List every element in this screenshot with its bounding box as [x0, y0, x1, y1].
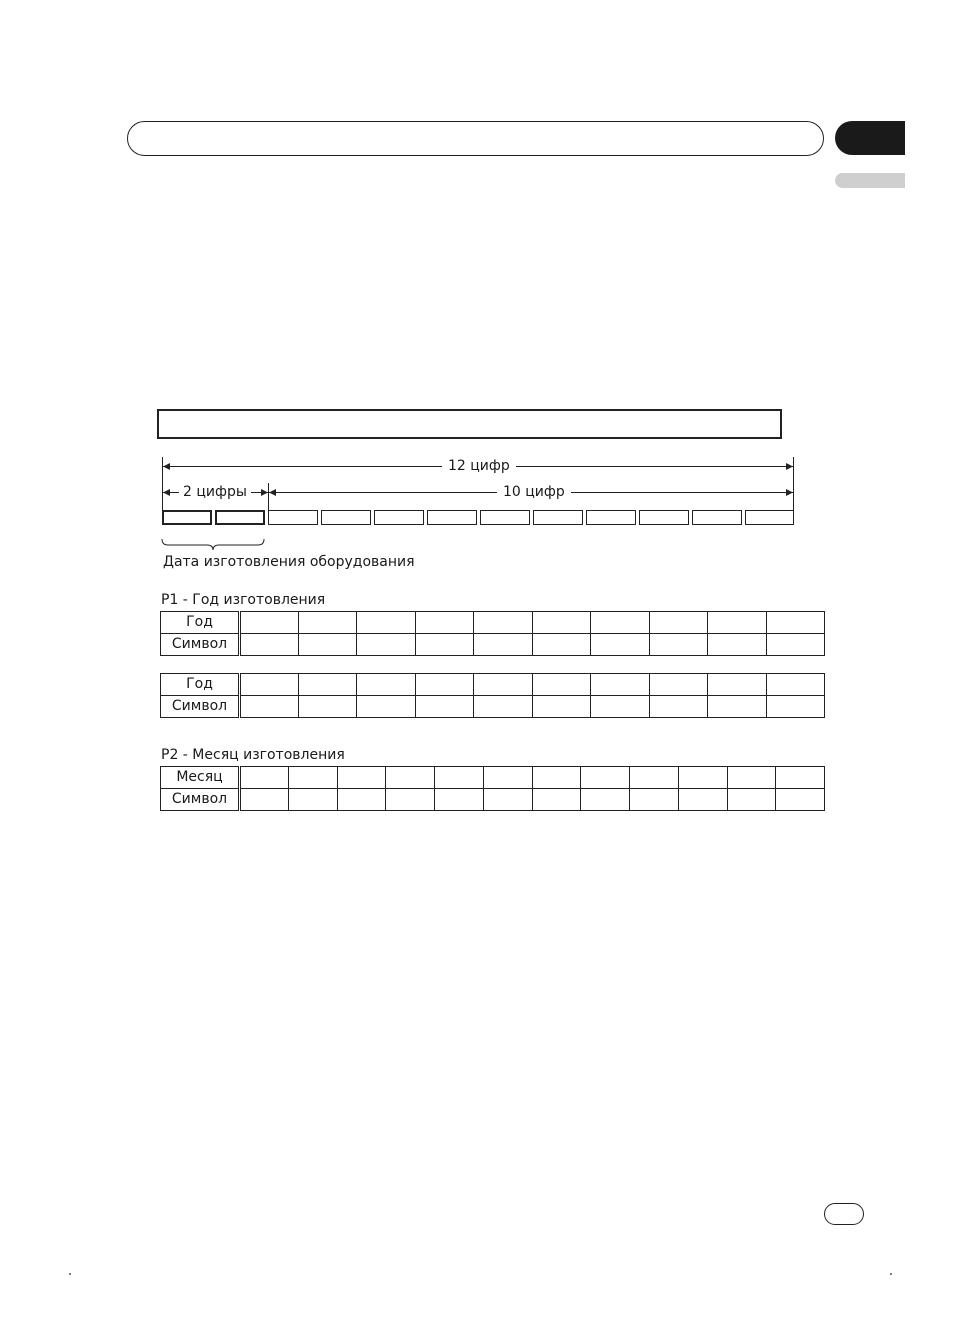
table-cell — [766, 634, 825, 656]
p1-table-a — [160, 611, 825, 656]
table-cell — [288, 789, 337, 811]
table-cell — [357, 674, 416, 696]
table-cell — [240, 696, 299, 718]
p2-title: P2 - Месяц изготовления — [161, 747, 345, 763]
table-cell — [591, 634, 650, 656]
table-cell — [288, 767, 337, 789]
digit-box — [534, 511, 583, 525]
table-row — [161, 696, 825, 718]
row-label: Год — [161, 612, 240, 634]
label-10-digits: 10 цифр — [497, 484, 571, 500]
table-cell — [240, 789, 289, 811]
table-cell — [591, 612, 650, 634]
table-cell — [483, 789, 532, 811]
page-number-badge — [824, 1203, 864, 1225]
table-cell — [483, 767, 532, 789]
table-cell — [357, 612, 416, 634]
table-cell — [532, 789, 581, 811]
table-cell — [727, 767, 776, 789]
table-cell — [298, 634, 357, 656]
digit-box-date-1 — [163, 511, 211, 524]
table-cell — [766, 612, 825, 634]
label-2-digits: 2 цифры — [179, 484, 251, 500]
table-cell — [532, 767, 581, 789]
digit-box — [428, 511, 477, 525]
table-cell — [474, 634, 533, 656]
table-cell — [337, 789, 386, 811]
digit-box — [269, 511, 318, 525]
digit-box — [640, 511, 689, 525]
table-cell — [591, 696, 650, 718]
table-row — [161, 612, 825, 634]
table-cell — [298, 674, 357, 696]
digit-diagram — [0, 0, 963, 600]
table-cell — [532, 634, 591, 656]
table-cell — [581, 767, 630, 789]
p1-table-b — [160, 673, 825, 718]
label-12-digits: 12 цифр — [442, 458, 516, 474]
table-cell — [532, 612, 591, 634]
table-cell — [240, 674, 299, 696]
row-label: Символ — [161, 634, 240, 656]
date-brace — [162, 539, 264, 550]
table-cell — [435, 767, 484, 789]
row-label: Символ — [161, 696, 240, 718]
date-caption: Дата изготовления оборудования — [163, 554, 415, 570]
table-cell — [337, 767, 386, 789]
table-cell — [532, 674, 591, 696]
table-cell — [591, 674, 650, 696]
table-cell — [766, 696, 825, 718]
table-cell — [649, 612, 708, 634]
row-label: Месяц — [161, 767, 240, 789]
digit-box-date-2 — [216, 511, 264, 524]
table-cell — [415, 612, 474, 634]
digit-box — [481, 511, 530, 525]
digit-box — [587, 511, 636, 525]
table-cell — [708, 634, 767, 656]
table-cell — [474, 696, 533, 718]
table-cell — [708, 696, 767, 718]
table-row — [161, 634, 825, 656]
digit-box — [746, 511, 794, 525]
table-cell — [581, 789, 630, 811]
table-row — [161, 674, 825, 696]
table-cell — [630, 789, 679, 811]
table-cell — [678, 767, 727, 789]
table-cell — [649, 674, 708, 696]
digit-box — [693, 511, 742, 525]
table-cell — [532, 696, 591, 718]
table-cell — [474, 612, 533, 634]
table-cell — [678, 789, 727, 811]
table-row — [161, 789, 825, 811]
table-cell — [776, 767, 825, 789]
row-label: Год — [161, 674, 240, 696]
table-cell — [776, 789, 825, 811]
crop-mark-right — [890, 1273, 892, 1275]
table-cell — [727, 789, 776, 811]
table-cell — [435, 789, 484, 811]
table-cell — [649, 696, 708, 718]
digit-box — [322, 511, 371, 525]
p2-table — [160, 766, 825, 811]
digit-box — [375, 511, 424, 525]
table-cell — [298, 612, 357, 634]
table-cell — [298, 696, 357, 718]
table-cell — [240, 767, 289, 789]
table-cell — [630, 767, 679, 789]
table-cell — [708, 612, 767, 634]
table-cell — [766, 674, 825, 696]
p1-title: P1 - Год изготовления — [161, 592, 326, 608]
digit-boxes-serial — [269, 511, 794, 525]
table-cell — [386, 789, 435, 811]
table-cell — [708, 674, 767, 696]
table-cell — [357, 696, 416, 718]
table-cell — [386, 767, 435, 789]
table-cell — [415, 634, 474, 656]
table-cell — [649, 634, 708, 656]
table-cell — [240, 634, 299, 656]
table-row — [161, 767, 825, 789]
table-cell — [240, 612, 299, 634]
table-cell — [415, 696, 474, 718]
table-cell — [415, 674, 474, 696]
table-cell — [474, 674, 533, 696]
crop-mark-left — [69, 1273, 71, 1275]
table-cell — [357, 634, 416, 656]
row-label: Символ — [161, 789, 240, 811]
